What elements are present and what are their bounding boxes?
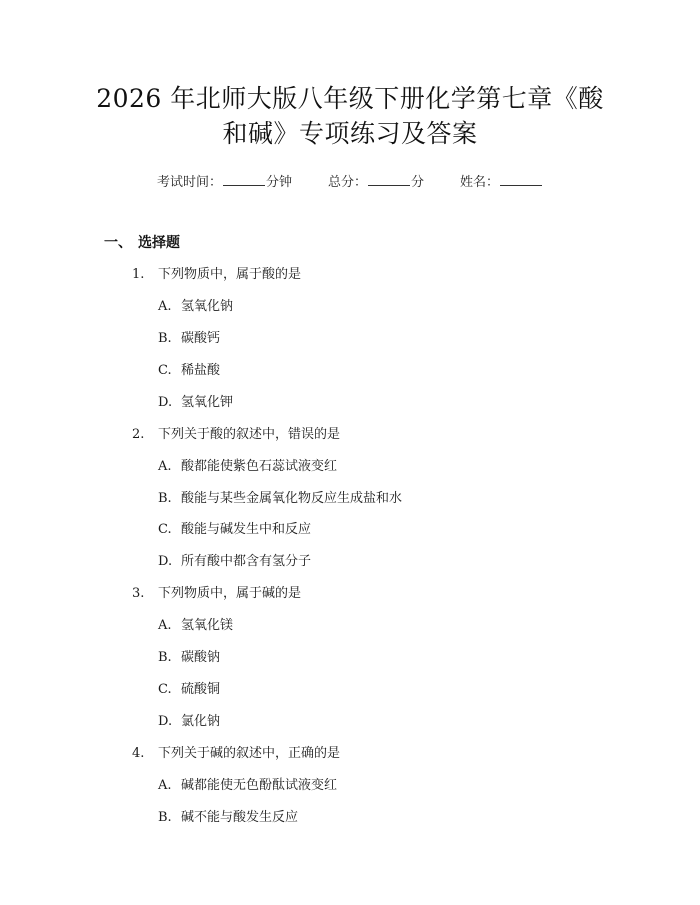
question-2-option-d	[158, 550, 311, 569]
question-number: 2.	[132, 427, 145, 442]
total-score-blank	[368, 173, 410, 186]
document-title-line-2: 和碱》专项练习及答案	[222, 119, 478, 148]
exam-time-label: 考试时间：	[156, 175, 222, 190]
option-text: 碱都能使无色酚酞试液变红	[181, 778, 338, 793]
option-text: 碳酸钙	[181, 331, 221, 346]
question-number: 4.	[132, 746, 145, 761]
exam-time-blank	[223, 173, 265, 186]
option-letter: B.	[158, 331, 172, 346]
total-score-unit: 分	[411, 175, 425, 190]
option-text: 稀盐酸	[181, 363, 221, 378]
section-number: 一、	[104, 235, 132, 251]
question-text: 下列物质中，属于碱的是	[158, 586, 302, 601]
question-text: 下列关于酸的叙述中，错误的是	[158, 427, 341, 442]
option-letter: A.	[158, 459, 172, 474]
exam-time-unit: 分钟	[265, 175, 292, 190]
option-letter: A.	[158, 618, 172, 633]
option-text: 所有酸中都含有氢分子	[181, 554, 312, 569]
question-2-option-a	[158, 455, 337, 474]
option-letter: D.	[158, 714, 173, 729]
question-4-option-a	[158, 774, 337, 793]
question-3-option-a	[158, 614, 233, 633]
option-letter: A.	[158, 778, 172, 793]
option-letter: D.	[158, 554, 173, 569]
option-text: 酸能与碱发生中和反应	[181, 522, 312, 537]
question-1	[132, 263, 301, 282]
exam-info-bar	[0, 171, 700, 190]
option-letter: B.	[158, 810, 172, 825]
option-text: 酸能与某些金属氧化物反应生成盐和水	[181, 491, 403, 506]
option-text: 酸都能使紫色石蕊试液变红	[181, 459, 338, 474]
student-name-field	[460, 171, 543, 190]
option-letter: D.	[158, 395, 173, 410]
question-3	[132, 582, 301, 601]
option-text: 碳酸钠	[181, 650, 221, 665]
option-letter: A.	[158, 299, 172, 314]
option-letter: C.	[158, 682, 172, 697]
question-2-option-b	[158, 487, 402, 506]
question-text: 下列关于碱的叙述中，正确的是	[158, 746, 341, 761]
option-letter: C.	[158, 363, 172, 378]
question-3-option-b	[158, 646, 220, 665]
question-1-option-c	[158, 359, 220, 378]
option-text: 氢氧化镁	[181, 618, 234, 633]
total-score-field	[328, 171, 424, 190]
question-3-option-c	[158, 678, 220, 697]
question-4-option-b	[158, 806, 298, 825]
option-letter: C.	[158, 522, 172, 537]
question-number: 1.	[132, 267, 145, 282]
question-1-option-b	[158, 327, 220, 346]
question-1-option-d	[158, 391, 233, 410]
section-heading	[104, 232, 180, 252]
student-name-blank	[500, 173, 542, 186]
document-title-line-1: 2026 年北师大版八年级下册化学第七章《酸	[96, 84, 604, 113]
student-name-label: 姓名：	[460, 175, 500, 190]
question-text: 下列物质中，属于酸的是	[158, 267, 302, 282]
question-2-option-c	[158, 518, 311, 537]
option-letter: B.	[158, 650, 172, 665]
question-2	[132, 423, 340, 442]
question-3-option-d	[158, 710, 220, 729]
option-text: 氢氧化钾	[181, 395, 234, 410]
option-text: 氢氧化钠	[181, 299, 234, 314]
question-number: 3.	[132, 586, 145, 601]
section-title: 选择题	[138, 235, 180, 251]
question-4	[132, 742, 340, 761]
question-1-option-a	[158, 295, 233, 314]
option-text: 碱不能与酸发生反应	[181, 810, 299, 825]
total-score-label: 总分：	[327, 175, 367, 190]
option-text: 氯化钠	[181, 714, 221, 729]
option-letter: B.	[158, 491, 172, 506]
option-text: 硫酸铜	[181, 682, 221, 697]
exam-time-field	[157, 171, 292, 190]
